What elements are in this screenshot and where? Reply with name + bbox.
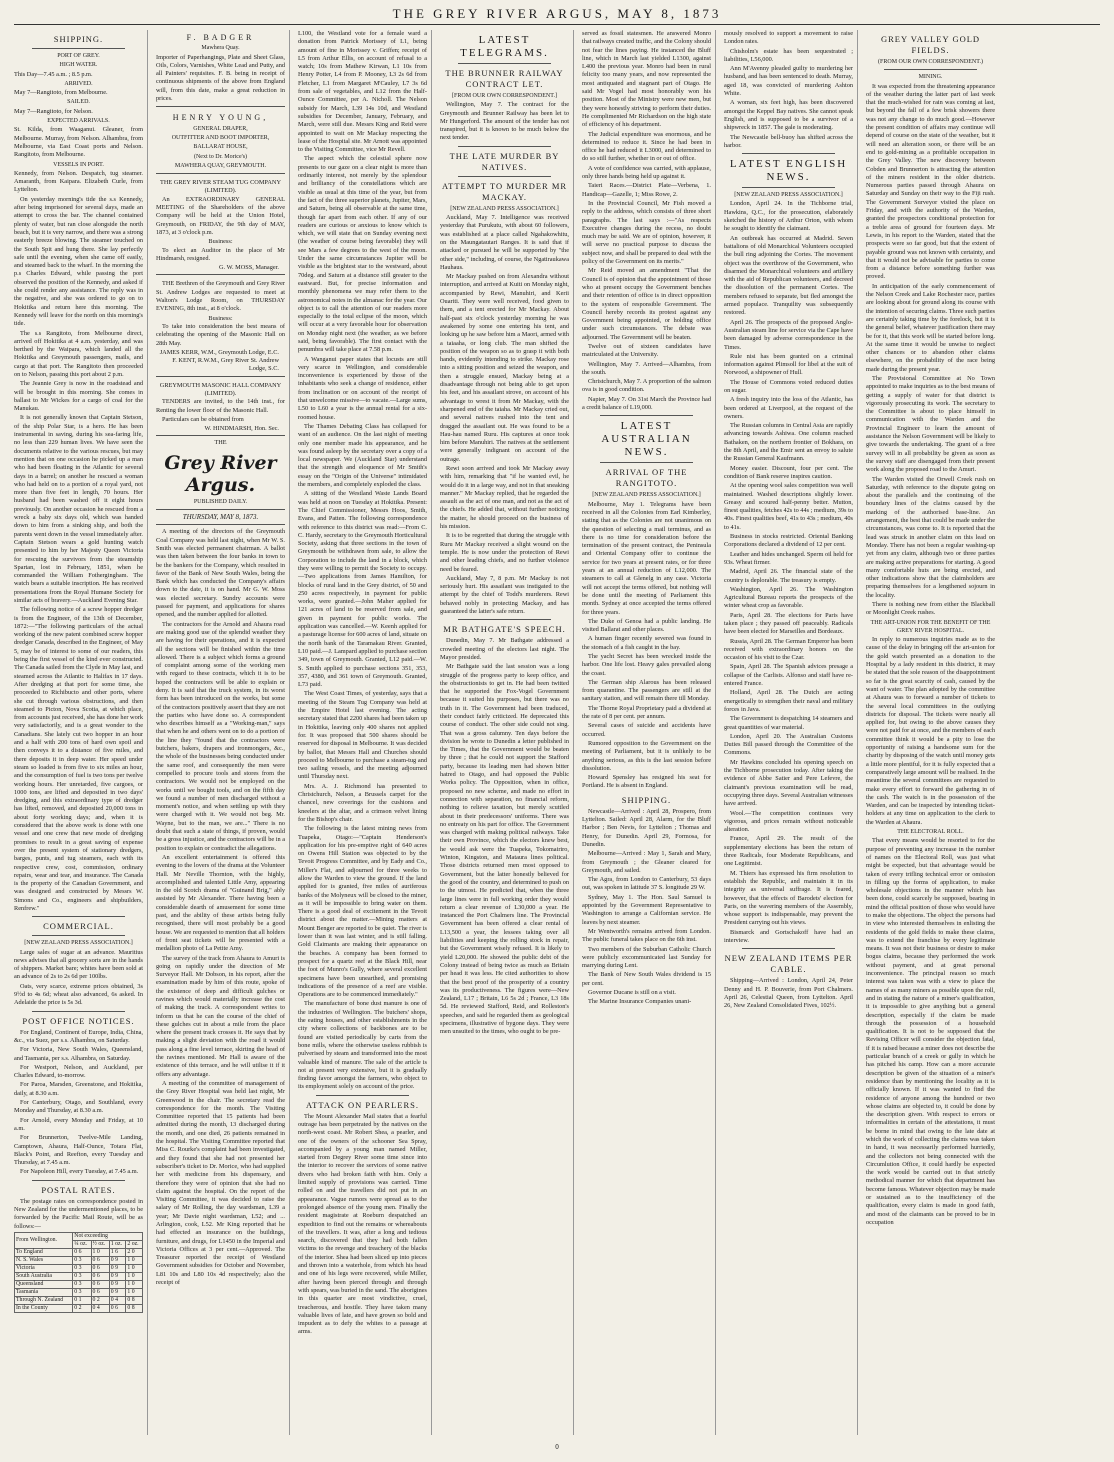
article-paragraph: Melbourne—Arrived : May 1, Sarah and Mary, from Greymouth ; the Gleaner cleared for Greymouth, and sailed. <box>582 850 711 874</box>
article-paragraph: The Thames Debating Class has collapsed for want of an audience. On the last night of meeting only one member made his appearance, and he was found asleep by the secretary over a copy of a local newspaper. We (Auckland Star) understand that the strength and eloquence of Mr Smith's essay on the "Origin of the Universe" intimidated the members, and completely exploded the class. <box>298 422 427 489</box>
article-paragraph: Several cases of suicide and accidents have occurred. <box>582 722 711 738</box>
article-paragraph: For Napoleon Hill, every Tuesday, at 7.45 a.m. <box>20 1168 139 1176</box>
article-paragraph: The Jeannie Grey is now in the roadstead and will be brought in this morning. She comes in ballast to Mr Wickes for a cargo of coal for the Manukau. <box>14 380 143 413</box>
article-paragraph: The Thorne Royal Proprietary paid a dividend at the rate of 8 per cent. per annum. <box>582 704 711 721</box>
article-paragraph: L100, the Westland vote for a female ward a donation from Patrick Morissey of L1, being amount of fine in Morissey v. Griffen; receipt of L5 from Arthur Ellis, on account of refusal to a watch; 10s from Mathew Kirwan, L1 10s from Henry Potter, L4 from P. Mooney, L3 2s 6d from Fletcher, L1 from Margaret M'Cauley, L7 3s 6d from sale of vegetables, and L12 from the Half-Ounce Committee, per A. Nicholl. The Nelson subsidy for March, L39 14s 10d, and Westland subsidies for December, January, February, and March, were still due. Messrs King and Reid were appointed to wait on Mr Mackay respecting the lease of the Hospital site. Mr Arnott was appointed to the Visiting Committee, vice Mr Revell. <box>298 30 427 154</box>
brunner-heading: THE BRUNNER RAILWAY CONTRACT LET. <box>445 68 564 89</box>
article-paragraph: London, April 24. In the Tichborne trial, Hawkins, Q.C., for the prosecution, elaborately sketched the history of Arthur Orton, with whom he sought to identify the claimant. <box>724 200 853 233</box>
electoral-roll-heading: THE ELECTORAL ROLL. <box>897 829 964 836</box>
article-paragraph: Mr Hawkins concluded his opening speech on the Tichborne prosecution today. After taking the evidence of Abbe Satier and Pere Lefevre, the claimant's previous examination will be read, occupying three days. Several Australian witnesses have arrived. <box>724 758 853 808</box>
article-paragraph: Wool.—The competition continues very vigorous, and prices remain without noticeable alteration. <box>724 809 853 834</box>
article-paragraph: Chisholm's estate has been sequestrated ; liabilities, L56,000. <box>724 47 853 63</box>
commercial-heading: COMMERCIAL. <box>43 921 114 932</box>
article-paragraph: Leather and hides unchanged. Sperm oil held for 93s. Wheat firmer. <box>724 550 853 566</box>
article-paragraph: A woman, six feet high, has been discovered amongst the Keppel Bay natives. She cannot speak English, and is supposed to be a survivor of a shipwreck in 1857. The gale is moderating. <box>724 99 853 132</box>
article-paragraph: It is not generally known that Captain Stetson, of the ship Polar Star, is a hero. He has been instrumental in saving, during his sea-faring life, no less than 229 human lives. We have seen the documents relative to the various rescues, but may mention that on one occasion he picked up a man who had been floating in the Atlantic for several days in a barrel; on another he rescued a woman who had held on to a portion of a royal yard, not more than five feet in length, 70 hours. Her husband had been washed off it eight hours previously. On another occasion he rescued from a wreck a baby six days old, which was handed down to him from a sinking ship, and both the parents went down in the vessel immediately after. Captain Stetson wears a gold hunting watch presented to him by her Majesty Queen Victoria for rescuing the survivors from the steamship Spartan, lost in February, 1851, when he commanded the William Fothergingham. The watch bears a suitable inscription. He has received presentations from the Royal Humane Society for similar acts of bravery.—Auckland Evening Star. <box>14 414 143 604</box>
article-paragraph: The Government is despatching 14 steamers and great quantities of war material. <box>724 715 853 731</box>
column-4: LATEST TELEGRAMS. THE BRUNNER RAILWAY CONTRACT LET. [FROM OUR OWN CORRESPONDENT.] Wellington, May 7. The contract for the Greymouth and Brunner Railway has been let to Mr Hungerford. The amount of the tender has not transpired, but it is known to be much below the next tender. THE LATE MURDER BY NATIVES. ATTEMPT TO MURDER MR MACKAY. [NEW ZEALAND PRESS ASSOCIATION.] Auckland, May 7. Intelligence was received yesterday that Purukutu, with about 60 followers, was established at a place called Ngahakowhitu, on the Maungatautari Ranges. It is said that if attacked or pursued he will be supported by "the other side," including, of course, the Ngatiraukawa Hauhaus. Mr Mackay pushed on from Alexandra without interruption, and arrived at Kuiti on Monday night, accompanied by Rewi, Manuhiri, and Kerii Ouariti. They were well received, food given to them, and a tent erected for Mr Mackay. About half-past six o'clock yesterday morning he was awakened by some one entering his tent, and looking up he saw before him a Maori, armed with a taiaaha, or long club. The man shifted the position of the weapon so as to grasp it with both hands, evidently intending to strike. Mackay rose into a sitting position and seized the weapon, and then a struggle ensued, Mackay being at a disadvantage through not being able to get upon his feet, and his assailant strove, on account of his advantage to wrest it from Mr Mackay, with the sharpened end of the taiaha. Mr Mackay cried out, and several natives rushed into the tent and dragged the assailant out. He was found to be a Hau-hau named Ruru. His captures at once took him before Manuhiri. The natives at the settlement were generally indignant on account of the outrage. Rewi soon arrived and took Mr Mackay away with him, remarking that "if he wanted evil, he would do it in a large way, and not in that sneaking manner." Mr Mackay replied, that he regarded the assault as the act of one man, and not as the act of the chiefs. He added that, without further noticing the matter, he should proceed on the business of his mission. It is to be regretted that during the struggle with Ruru Mr Mackay received a slight wound on the temple. He is now under the protection of Rewi and other leading chiefs, and no further violence need be feared. Auckland, May 7, 8 p.m. Mr Mackay is not seriously hurt. His assailant was instigated to the attempt by the chief of Todd's murderers. Rewi behaved nobly in protecting Mackay, and has guaranteed the latter's safe return. MR BATHGATE'S SPEECH. Dunedin, May 7. Mr Bathgate addressed a crowded meeting of the electors last night. The Mayor presided. Mr Bathgate said the last session was a long struggle of the progress party to keep office, and the obstructionists to get in. He had been twitted that he supported the Fox-Vogel Government because it suited his purposes, but there was no truth in it. The Government had been traduced, their conduct fairly criticized. He deprecated this course of conduct. The other side could not sing. That was a gross calumny. Ten days before the division he wrote to Dunedin a letter published in the Times, that the Government would be beaten by three ; that he could not support the Stafford party, because its leading men had shown bitter hatred to Otago, and had opposed the Public Works policy. The Opposition, when in office, proposed no new scheme, and made no effort in connection with separation, no financial reform, nothing to relieve taxation, but merely scuttled about in their predecessors' uniforms. There was no entreaty on his part for office. The Government was charged with making political railways. Take their own Province, which the electors knew best, he would ask were the Tuapeka, Tokomairiro, Winton, Kingston, and Mataura lines political. Those districts returned men most opposed to Government, but the latter honestly believed for the good of the country, and determined to push on to the utmost. He predicted that, when the three large lines were in full working order they would return a clear revenue of L30,000 a year. He instanced the Port Chalmers line. The Provincial Government has been offered a clear rental of L13,500 a year, the lessees taking over all liabilities and keeping the rolling stock in repair, but the Government wisely refused. It is likely to yield L20,000. He showed the public debt of the Colony instead of being twice as much as Britain per head it was less. He cited authorities to show that the best proof of the prosperity of a country was its productiveness. The figures were—New Zealand, L17 ; Britain, L6 5s 2d ; France, L3 18s 5d. He reviewed Stafford, Reid, and Rolleston's speeches, and said he regarded them as geological specimens, illustrative of bygone days. They were men unsuited to the times, who ought to be pre- <box>440 30 574 1435</box>
article-paragraph: Governor Ducane is still on a visit. <box>588 988 676 996</box>
article-paragraph: Rule nisi has been granted on a criminal information against Plimsoll for libel at the suit of Norwood, a shipowner of Hull. <box>724 352 853 377</box>
vessels-heading: VESSELS IN PORT. <box>53 161 104 168</box>
article-paragraph: In the Provincial Council, Mr Fish moved a reply to the address, which consists of three short paragraphs. The last says :—"As respects Executive changes during the recess, no doubt much may be said. We are of opinion, however, it will serve no practical purpose to discuss the subject now, and shall be prepared to deal with the policy of the Government on its merits." <box>582 199 711 266</box>
article-paragraph: Spain, April 28. The Spanish advices presage a collapse of the Carlists. Alfonso and staff have re-entered France. <box>724 663 853 688</box>
article-paragraph: The manufacture of bone dust manure is one of the industries of Wellington. The butchers' shops, the eating houses, and other establishments in the city where collections of backbones are to be found are visited periodically by carts from the bone mills, where the otherwise useless rubbish is pulverised by steam and transformed into the most valuable kind of manure. The sale of the article is not at present very extensive, but it is gradually finding favor amongst the farmers, who object to its employment solely on account of the price. <box>298 1000 427 1091</box>
article-paragraph: Oats, very scarce, extreme prices obtained, 3s 9½d to 4s 6d; wheat also advanced, 6s asked. In Adelaide the price is 5s 3d. <box>14 982 143 1007</box>
shipping-heading: SHIPPING. <box>53 34 104 44</box>
article-paragraph: Shipping—Arrived : London, April 24, Peter Denny and H. P. Bouverie, from Port Chalmers. April 26, Celestial Queen, from Lyttelton. April 26, New Zealand Consolidated Fives, 102½. <box>724 977 853 1010</box>
rates-col-header: ¼ oz. <box>73 1240 91 1248</box>
article-paragraph: On yesterday morning's tide the s.s Kennedy, after being imprisoned for several days, made an attempt to cross the bar. The channel contained plenty of water, but ran close alongside the north beach, but it is very narrow, and there was a strong easterly breeze blowing. The steamer touched on the South Spit and hung there. She lay perfectly safe until the evening, when she came off easily, and steamed back to the wharf. In the morning the p.s Charles Edward, while passing the port observed the position of the Kennedy, and asked if she could render any assistance. The reply was in the negative, and she was ordered to go on to Hokitika and return here this morning. The Kennedy will leave for the north on this morning's tide. <box>14 195 143 328</box>
article-paragraph: Howard Spensley has resigned his seat for Portland. He is absent in England. <box>582 774 711 790</box>
article-paragraph: Mr Mackay pushed on from Alexandra without interruption, and arrived at Kuiti on Monday night, accompanied by Rewi, Manuhiri, and Kerii Ouariti. They were well received, food given to them, and a tent erected for Mr Mackay. About half-past six o'clock yesterday morning he was awakened by some one entering his tent, and looking up he saw before him a Maori, armed with a taiaaha, or long club. The man shifted the position of the weapon so as to grasp it with both hands, evidently intending to strike. Mackay rose into a sitting position and seized the weapon, and then a struggle ensued, Mackay being at a disadvantage through not being able to get upon his feet, and his assailant strove, on account of his advantage to wrest it from Mr Mackay, with the sharpened end of the taiaha. Mr Mackay cried out, and several natives rushed into the tent and dragged the assailant out. He was found to be a Hau-hau named Ruru. His captures at once took him before Manuhiri. The natives at the settlement were generally indignant on account of the outrage. <box>440 273 569 463</box>
article-paragraph: Paris, April 28. The elections for Paris have taken place ; they passed off peaceably. Radicals have been elected for Marseilles and Bordeaux. <box>724 611 853 636</box>
rates-not-exceeding-header: Not exceeding <box>73 1232 143 1240</box>
table-row: In the County 0 2 0 4 0 6 0 8 <box>15 1304 143 1312</box>
english-news-heading: LATEST ENGLISH NEWS. <box>729 158 848 184</box>
article-paragraph: The Marine Insurance Companies unani- <box>588 998 692 1006</box>
article-paragraph: Rewi soon arrived and took Mr Mackay away with him, remarking that "if he wanted evil, he would do it in a large way, and not in that sneaking manner." Mr Mackay replied, that he regarded the assault as the act of one man, and not as the act of the chiefs. He added that, without further noticing the matter, he should proceed on the business of his mission. <box>440 464 569 531</box>
article-paragraph: Money easier. Discount, four per cent. The condition of Bank reserve inspires caution. <box>724 464 853 480</box>
article-paragraph: served as fossil statesmen. He answered Monro that railways created traffic, and the Colony should not fear the lines paying. He instanced the Bluff line, which in March last yielded L1300, against L400 the previous year. Monro had been in rural felicity too many years, and now represented the most antiquated and stagnant part of Otago. He said Mr Vogel had most honorably won his position. Most of the Ministry were new men, but they were honestly striving to perform their duties. He complimented Mr Richardson on the high state of efficiency of his department. <box>582 30 711 129</box>
port-heading: PORT OF GREY. <box>57 53 100 59</box>
column-7: GREY VALLEY GOLD FIELDS. (FROM OUR OWN CORRESPONDENT.) MINING. It was expected from the threatening appearance of the weather during the latter part of last week that the much-wished for rain was coming at last, but beyond the fall of a few brisk showers there was not any change to do much good.—However the present condition of affairs may continue will depend of course on the state of the weather, but it will need an alteration soon, or there will be an end to gold-mining as a profitable occupation in the Grey Valley. The new discovery between Cobden and Brunnerton is attracting the attention of the miners resident in the older districts. Numerous parties passed through Ahaura on Saturday and Sunday on their way to the Fiji rush. The Government Surveyor visited the place on Friday, and with the authority of the Warden, granted the prospectors conditional protection for a treble area of ground for fourteen days. Mr Lewis, in his report to the Warden, stated that the prospects were so far good, but that the extent of payable ground was not known with certainty, and that it would not be advisable for parties to come from a distance before something further was proved. In anticipation of the early commencement of the Nelson Creek and Lake Rochester race, parties are looking about for ground along its course with the intention of securing claims. Three such parties are certainly taking time by the forelock, but it is the general belief, whatever justification there may be for it, that this work will be started before long. At the same time it would be unwise to neglect other chances or to abandon other claims elsewhere, on the probability of the race being made during the present year. The Provisional Committee at No Town appointed to make inquiries as to the best means of getting a supply of water for that district is vigorously prosecuting its work. The secretary to the Committee is about to place himself in communication with the Warden and the Provincial Engineer to learn the amount of assistance the Nelson Government will be likely to give towards the undertaking. The grant of a free survey will in all probability be given as soon as the survey staff are disengaged from their present work along the proposed road to the Amuri. The Warden visited the Orwell Creek rush on Saturday, with reference to the dispute going on about the parallels and the continuing of the boundary lines of the claims caused by the marking of the authorised base-line. An arrangement, the best that could be made under the circumstances, was come to. It is reported that the lead was struck in another claim on this lead on Monday. There has not been a regular washing-up yet from any claim, although two or three parties are making active preparations for starting. A good many comfortable huts are being erected, and other indications show that the claimholders are preparing themselves for a lengthened sojourn in the locality. There is nothing new from either the Blackball or Moonlight Creek rushes. THE ART-UNION FOR THE BENEFIT OF THE GREY RIVER HOSPITAL. In reply to numerous inquiries made as to the cause of the delay in bringing off the art-union for the gold watch presented as a donation to the Hospital by a lady resident in this district, it may be stated that the sole reason of the disappointment so far is the great scarcity of cash, caused by the want of water. The plan adopted by the committee at Ahaura was to forward a number of tickets to the several local committees in the outlying districts for disposal. The tickets were nearly all applied for, but owing to the above causes they were not paid for at once, and the members of each committee think it would be a pity to lose the opportunity of raising a handsome sum for the charity by disposing of the watch until money gets a little more plentiful, for it is fully expected that a comparatively large amount will be realised. In the meantime the several committees are requested to make every effort to forward the gathering in of the cash. The watch is in the possession of the Warden, and can be inspected by intending ticket-holders at any time on application to the clerk to the Warden at Ahaura. THE ELECTORAL ROLL. That every means would be resorted to for the purpose of preventing any increase in the number of names on the Electoral Roll, was just what might be expected, but that advantage would be taken of every trifling technical error or omission in filling up the forms of application, to make wholesale objections in the manner which has been done, could scarcely be supposed, bearing in mind the official position of those who would have to make the objections. The object the persons had in view who interested themselves in enlisting the residents of the gold fields to make these claims, was to extend the franchise by every legitimate means. It was not their business or desire to make bogus claims, because they performed the work without payment, and at great personal inconvenience. The principal reason so much interest was taken was with a view to place the names of as many miners as possible upon the roll, and in stating the nature of a miner's qualification, it is impossible to give anything but a general description, especially if the claim be made through the possession of a household qualification. It is not to be supposed that the Revising Officer will consider the objection fatal, if it is raised because a miner does not describe the particular branch of a creek or gully in which he has pitched his camp. How can a more accurate description be given of the situation of a miner's residence than by mentioning the locality as it is officially known. If it was wanted to find the residence of anyone among the hundred or two whose claims are objected to, it could be done by the description given. With respect to errors or informalities in certain of the attestations, it must be borne in mind that owing to the late date at which the work of collecting the claims was taken in hand, it was necessarily performed hurriedly, and the collectors not being connected with the Circumlution Office, it could hardly be expected the work would be carried out in that strictly methodical manner for which that department has become famous. Whatever objection may be made or sustained as to the insufficiency of the qualification, every claim is made in good faith, and most of the claimants can be proved to be in occupation <box>866 34 995 1226</box>
rangitoto-heading: ARRIVAL OF THE RANGITOTO. <box>605 467 688 489</box>
article-paragraph: In reply to numerous inquiries made as to the cause of the delay in bringing off the art-union for the gold watch presented as a donation to the Hospital by a lady resident in this district, it may be stated that the sole reason of the disappointment so far is the great scarcity of cash, caused by the want of water. The plan adopted by the committee at Ahaura was to forward a number of tickets to the several local committees in the outlying districts for disposal. The tickets were nearly all applied for, but owing to the above causes they were not paid for at once, and the members of each committee think it would be a pity to lose the opportunity of raising a handsome sum for the charity by disposing of the watch until money gets a little more plentiful, for it is fully expected that a comparatively large amount will be realised. In the meantime the several committees are requested to make every effort to forward the gathering in of the cash. The watch is in the possession of the Warden, and can be inspected by intending ticket-holders at any time on application to the clerk to the Warden at Ahaura. <box>866 636 995 826</box>
article-paragraph: Mrs. A. J. Richmond has presented to Christchurch, Nelson, a Brussels carpet for the chancel, new coverings for the cushions and kneelers at the altar, and a crimson velvet lining for the Bishop's chair. <box>298 782 427 823</box>
article-paragraph: Christchurch, May 7. A proportion of the salmon ova is in good condition. <box>582 378 711 394</box>
article-paragraph: Sydney, May 1. The Hon. Saul Samuel is appointed by the Government Representative to Washington to arrange a Californian service. He leaves by next steamer. <box>582 893 711 926</box>
vessels-text: Kennedy, from Nelson. Despatch, tug steamer. Amaranth, from Kaipara. Elizabeth Curle, from Lyttelton. <box>14 169 143 194</box>
australian-news-heading: LATEST AUSTRALIAN NEWS. <box>601 420 692 459</box>
article-paragraph: A vote of confidence was carried, with applause, only three hands being held up against it. <box>582 164 711 181</box>
advertisement-badger: F. BADGER Mawhera Quay. Importer of Paperhangings, Plate and Sheet Glass, Oils, Colors, Varnishes, White Lead and Putty, and all Painters' requisites. F. B. being in receipt of continuous shipments of the above from England will, from this date, make a great reduction in prices. <box>156 30 285 107</box>
article-paragraph: April 26. The prospects of the proposed Anglo-Australian steam line for service via the Cape have been damaged by adverse correspondence in the Times. <box>724 318 853 351</box>
paper-date: THURSDAY, MAY 8, 1873. <box>182 513 259 522</box>
article-paragraph: Newcastle—Arrived : April 28, Prospero, from Lyttelton. Sailed: April 28, Alarm, for the Bluff Harbor ; Ben Nevis, for Lyttelton ; Thomas and Henry, for Dunedin. April 29, Formosa, for Dunedin. <box>582 807 711 848</box>
mining-heading: MINING. <box>918 74 943 81</box>
article-paragraph: In anticipation of the early commencement of the Nelson Creek and Lake Rochester race, parties are looking about for ground along its course with the intention of securing claims. Three such parties are certainly taking time by the forelock, but it is the general belief, whatever justification there may be for it, that this work will be started before long. At the same time it would be unwise to neglect other chances or to abandon other claims elsewhere, on the probability of the race being made during the present year. <box>866 282 995 373</box>
table-row: Victoria 0 3 0 6 0 9 1 0 <box>15 1264 143 1272</box>
arrived-heading: ARRIVED. <box>64 80 93 87</box>
table-row: N. S. Wales 0 3 0 6 0 9 1 0 <box>15 1256 143 1264</box>
article-paragraph: Auckland, May 7. Intelligence was received yesterday that Purukutu, with about 60 followers, was established at a place called Ngahakowhitu, on the Maungatautari Ranges. It is said that if attacked or pursued he will be supported by "the other side," including, of course, the Ngatiraukawa Hauhaus. <box>440 214 569 271</box>
article-paragraph: For Victoria, New South Wales, Queensland, and Tasmania, per s.s. Alhambra, on Saturday. <box>14 1046 143 1062</box>
rates-col-header: ½ oz. <box>91 1240 109 1248</box>
table-row: To England 0 6 1 0 1 6 2 0 <box>15 1248 143 1256</box>
article-paragraph: A meeting of the directors of the Greymouth Coal Company was held last night, when Mr W. S. Smith was elected permanent chairman. A ballot was then taken between the four banks in town to be the bankers for the Company, which resulted in favor of the Bank of New South Wales, being the Bank which has conducted the Company's affairs down to the date, it is on hand. Mr G. W. Moss was elected secretary. Sundry accounts were passed for payment, and applications for shares opened, and the number applied for allotted. <box>156 528 285 619</box>
table-row: South Australia 0 3 0 6 0 9 1 0 <box>15 1272 143 1280</box>
ad-title: HENRY YOUNG, <box>172 113 269 123</box>
article-paragraph: That every means would be resorted to for the purpose of preventing any increase in the number of names on the Electoral Roll, was just what might be expected, but that advantage would be taken of every trifling technical error or omission in filling up the forms of application, to make wholesale objections in the manner which has been done, could scarcely be supposed, bearing in mind the official position of those who would have to make the objections. The object the persons had in view who interested themselves in enlisting the residents of the gold fields to make these claims, was to extend the franchise by every legitimate means. It was not their business or desire to make bogus claims, because they performed the work without payment, and at great personal inconvenience. The principal reason so much interest was taken was with a view to place the names of as many miners as possible upon the roll, and in stating the nature of a miner's qualification, it is impossible to give anything but a general description, especially if the claim be made through the possession of a household qualification. It is not to be supposed that the Revising Officer will consider the objection fatal, if it is raised because a miner does not describe the particular branch of a creek or gully in which he has pitched his camp. How can a more accurate description be given of the situation of a miner's residence than by mentioning the locality as it is officially known. If it was wanted to find the residence of anyone among the hundred or two whose claims are objected to, it could be done by the description given. With respect to errors or informalities in certain of the attestations, it must be borne in mind that owing to the late date at which the work of collecting the claims was taken in hand, it was necessarily performed hurriedly, and the collectors not being connected with the Circumlution Office, it could hardly be expected the work would be carried out in that strictly methodical manner for which that department has become famous. Whatever objection may be made or sustained as to the insufficiency of the qualification, every claim is made in good faith, and most of the claimants can be proved to be in occupation <box>866 837 995 1226</box>
article-paragraph: The House of Commons voted reduced duties on sugar. <box>724 378 853 394</box>
column-5: served as fossil statesmen. He answered Monro that railways created traffic, and the Colony should not fear the lines paying. He instanced the Bluff line, which in March last yielded L1300, against L400 the previous year. Monro had been in rural felicity too many years, and now represented the most antiquated and stagnant part of Otago. He said Mr Vogel had most honorably won his position. Most of the Ministry were new men, but they were honestly striving to perform their duties. He complimented Mr Richardson on the high state of efficiency of his department. The Judicial expenditure was enormous, and he determined to reduce it. Since he had been in office he had reduced it L3000, and determined to do so still further, whether in or out of office. A vote of confidence was carried, with applause, only three hands being held up against it. Taieri Races.—District Plate—Verbena, 1. Handicap—Gazelle, 1; Miss Rowe, 2. In the Provincial Council, Mr Fish moved a reply to the address, which consists of three short paragraphs. The last says :—"As respects Executive changes during the recess, no doubt much may be said. We are of opinion, however, it will serve no practical purpose to discuss the subject now, and shall be prepared to deal with the policy of the Government on its merits." Mr Reid moved an amendment "That the Council is of opinion that the appointment of those who at present occupy the Government benches and their retention of office is in direct opposition to the system of responsible Government. The Council hereby records its protest against any Government being appointed, or holding office under such circumstances. The debate was adjourned. The Government will be beaten. Twelve out of sixteen candidates have matriculated at the University. Wellington, May 7. Arrived—Alhambra, from the south. Christchurch, May 7. A proportion of the salmon ova is in good condition. Napier, May 7. On 31st March the Province had a credit balance of L19,000. LATEST AUSTRALIAN NEWS. ARRIVAL OF THE RANGITOTO. [NEW ZEALAND PRESS ASSOCIATION.] Melbourne, May 1. Telegrams have been received in all the Colonies from Earl Kimberley, stating that as the Colonies are not unanimous on the question of selecting a mail terminus, and as there is no time for consideration before the termination of the present contract, the Peninsula and Oriental Company offer to continue the service for two years at present rates, or for three years at an annual reduction of L12,000. The steamers to call at Glenelg in any case. Victoria will not accept the terms offered, but nothing will be done until the meeting of Parliament this month. Sydney at once accepted the terms offered for three years. The Duke of Genoa had a public landing. He visited Ballarat and other places. A human finger recently severed was found in the stomach of a fish caught in the bay. The yacht Secret has been wrecked inside the harbor. One life lost. Heavy gales prevailed along the coast. The German ship Alarous has been released from quarantine. The passengers are still at the sanitary station, and will remain there till Monday. The Thorne Royal Proprietary paid a dividend at the rate of 8 per cent. per annum. Several cases of suicide and accidents have occurred. Rumored opposition to the Government on the meeting of Parliament, but it is unlikely to be anything serious, as this is the last session before dissolution. Howard Spensley has resigned his seat for Portland. He is absent in England. SHIPPING. Newcastle—Arrived : April 28, Prospero, from Lyttelton. Sailed: April 28, Alarm, for the Bluff Harbor ; Ben Nevis, for Lyttelton ; Thomas and Henry, for Dunedin. April 29, Formosa, for Dunedin. Melbourne—Arrived : May 1, Sarah and Mary, from Greymouth ; the Gleaner cleared for Greymouth, and sailed. The Agra, from London to Canterbury, 53 days out, was spoken in latitude 37 S. longitude 29 W. Sydney, May 1. The Hon. Saul Samuel is appointed by the Government Representative to Washington to arrange a Californian service. He leaves by next steamer. Mr Wentworth's remains arrived from London. The public funeral takes place on the 6th inst. Two members of the Suburban Catholic Church were publicly excommunicated last Sunday for marrying during Lent. The Bank of New South Wales dividend is 15 per cent. Governor Ducane is still on a visit. The Marine Insurance Companies unani- <box>582 30 716 1435</box>
column-2 <box>156 30 290 1435</box>
article-paragraph: The Duke of Genoa had a public landing. He visited Ballarat and other places. <box>582 617 711 634</box>
pearlers-heading: ATTACK ON PEARLERS. <box>305 1099 419 1110</box>
article-paragraph: It was expected from the threatening appearance of the weather during the latter part of last week that the much-wished for rain was coming at last, but beyond the fall of a few brisk showers there was not any change to do much good.—However the present condition of affairs may continue will depend of course on the state of the weather, but it will need an alteration soon, or there will be an end to gold-mining as a profitable occupation in the Grey Valley. The new discovery between Cobden and Brunnerton is attracting the attention of the miners resident in the older districts. Numerous parties passed through Ahaura on Saturday and Sunday on their way to the Fiji rush. The Government Surveyor visited the place on Friday, and with the authority of the Warden, granted the prospectors conditional protection for a treble area of ground for fourteen days. Mr Lewis, in his report to the Warden, stated that the prospects were so far good, but that the extent of payable ground was not known with certainty, and that it would not be advisable for parties to come from a distance before something further was proved. <box>866 82 995 281</box>
column-1 <box>14 30 148 1435</box>
article-paragraph: The following notice of a screw hopper dredger is from the Engineer, of the 13th of December, 1872:—"The following particulars of the actual working of the new patent combined screw hopper dredger Canada, described in the Engineer, of May 5, may be of interest to some of our readers, this being the first vessel of the kind ever constructed. The Canada sailed from the Clyde in May last, and steamed across the Atlantic to Halifax in 17 days. After dredging at that port for some time, she proceeded to Richibucto and other ports, where she cut through various obstructions, and then steamed to Picton, Nova Scotia, at which place, from accounts just received, she has done her work very satisfactorily, and is a great wonder to the Canadians. She lately cut two hopper in an hour and a half with 200 tons of hard own spoil and then conveys it to a distance of five miles, and there deposits it in deep water. Her speed under steam so loaded is from five to six miles an hour, and the consumption of fuel is two tons per twelve working hours. Her unretarded, five cargoes, or 1000 tons, are lifted and deposited in two days' dredging, and this extraordinary type of dredger has lifted, removed, and deposited 20,000 tons in about forty working days; and, when it is considered that the above work is done with one vessel and one crew that new mode of dredging promises to result in a great saving of expense over the present system of stationary dredgers, barges, punts, and tug steamers, each with its respective crew, cost, commission, ordinary repairs, wear and tear, and insurance. The Canada is the property of the Canadian Government, and was designed and constructed by Messrs W. Simons and Co., engineers and shipbuilders, Renfrew." <box>14 606 143 912</box>
murder-heading: THE LATE MURDER BY NATIVES. <box>449 150 560 172</box>
article-paragraph: The s.s Rangitoto, from Melbourne direct, arrived off Hokitika at 4 a.m. yesterday, and was berthed by the Waipara, which landed all the Hokitika and Greymouth passengers, mails, and cargo at that port. The Rangitoto then proceeded on to Nelson, passing this port about 2 p.m. <box>14 329 143 378</box>
article-paragraph: Wellington, May 7. Arrived—Alhambra, from the south. <box>582 360 711 376</box>
press-association-label: [NEW ZEALAND PRESS ASSOCIATION.] <box>24 940 133 947</box>
gold-fields-heading: GREY VALLEY GOLD FIELDS. <box>880 34 981 55</box>
advertisement-masonic-hall: GREYMOUTH MASONIC HALL COMPANY (LIMITED). TENDERS are invited, to the 14th inst., for Renting the lower floor of the Masonic Hall. Particulars can be obtained from W. HINDMARSH, Hon. Sec. <box>156 380 285 437</box>
article-paragraph: A Wanganui paper states that locusts are still very scarce in Wellington, and considerable inconvenience is experienced by those of the inhabitants who seek a change of residence, either from inclination or on account of the receipt of that unwelcome missive—to vacate.—Large sums, L50 to L60 a year is the annual rental for a six-roomed house. <box>298 355 427 421</box>
article-paragraph: The postage rates on correspondence posted in New Zealand for the undermentioned places, to be forwarded by the Pacific Mail Route, will be as follows:— <box>14 1197 143 1230</box>
article-paragraph: For England, Continent of Europe, India, China, &c., via Suez, per s.s. Alhambra, on Saturday. <box>14 1028 143 1044</box>
article-paragraph: Large sales of sugar at an advance. Mauritius news advises that all grocery sorts are in the hands of shippers. Market bare; whites have been sold at an advance of 2s to 2s 6d per 100lbs. <box>14 948 143 981</box>
table-row: Through N. Zealand 0 1 0 2 0 4 0 8 <box>15 1296 143 1304</box>
rates-col-header: 2 oz. <box>126 1240 143 1248</box>
article-paragraph: The Agra, from London to Canterbury, 53 days out, was spoken in latitude 37 S. longitude 29 W. <box>582 876 711 892</box>
paper-title: Grey River Argus. <box>164 451 277 496</box>
expected-heading: EXPECTED ARRIVALS. <box>47 118 110 125</box>
arrived-text: May 7—Rangitoto, from Melbourne. <box>14 89 108 97</box>
article-paragraph: The following is the latest mining news from Tuapeka, Otago:—"Captain Henderson's application for his pre-emptive right of 640 acres on Owens Hill Station was objected to by the Tevoit Progress Committee, and by Eady and Co., Miller's Flat, and adjourned for three weeks to allow the Warden to view the ground. If the land applied for is granted, five miles of auriferous banks of the Molyneux will be closed to the miner, as it will be impossible to bring water on them. There is a good deal of excitement in the Tevoit district about the matter.—Mining matters at Mount Benger are reported to be quiet. The river is lower than it was last winter, and is still falling. Gold Claimants are making their appearance on the beaches. A company has been formed to prospect for a quartz reef at the Black Hill, near the foot of Munro's Gully, where several excellent specimens have been unearthed, and promising indications of the presence of a reef are visible. Operations are to be commenced immediately." <box>298 825 427 999</box>
postal-rates-heading: POSTAL RATES. <box>41 1184 116 1195</box>
article-paragraph: A sitting of the Westland Waste Lands Board was held at noon on Tuesday at Hokitika. Present: The Chief Commissioner, Messrs Hoos, Smith, Evans, and Patten. The following correspondence with reference to this district was read:—From C. C. Hardy, secretary to the Greymouth Horticultural Society, asking that three sections in the town of Greymouth be withdrawn from sale, to allow the Corporation to include the land in a block, which they were willing to permit the Society to occupy.—Two applications from James Hamilton, for blocks of rural land in the Grey district, of 50 and 250 acres respectively, in payment for public works, were granted.—John Maher applied for 121 acres of land to be reserved from sale, and given in payment for public works. The application was cancelled.—W. Keenh applied for a pasturage license for 600 acres of land, situate on the north bank of the Taramakau River. Granted, L10 paid.—J. Lampard applied to purchase section 349, town of Greymouth. Granted, L12 paid.—W. S. Smith applied to purchase sections 351, 353, 357, 4380, and 361 town of Greymouth. Granted, L73 paid. <box>298 490 427 689</box>
article-paragraph: Holland, April 28. The Dutch are acting energetically to strengthen their naval and military forces in Java. <box>724 689 853 713</box>
article-paragraph: Taieri Races.—District Plate—Verbena, 1. Handicap—Gazelle, 1; Miss Rowe, 2. <box>582 182 711 198</box>
expected-text: St. Kilda, from Waaganui. Gleaner, from Melbourne. Murray, from Nelson. Alhambra, from Melbourne, via East Coast ports and Nelson. Rangitoto, from Melbourne. <box>14 126 143 159</box>
article-paragraph: The Provisional Committee at No Town appointed to make inquiries as to the best means of getting a supply of water for that district is vigorously prosecuting its work. The secretary to the Committee is about to place himself in communication with the Warden and the Provincial Engineer to learn the amount of assistance the Nelson Government will be likely to give towards the undertaking. The grant of a free survey will in all probability be given as soon as the survey staff are disengaged from their present work along the proposed road to the Amuri. <box>866 374 995 474</box>
article-paragraph: Washington, April 26. The Washington Agricultural Bureau reports the prospects of the winter wheat crop as favorable. <box>724 585 853 610</box>
article-paragraph: The West Coast Times, of yesterday, says that a meeting of the Steam Tug Company was held at the Empire Hotel last evening. The acting secretary stated that 2200 shares had been taken up in Hokitika, leaving only 400 shares not applied for. It was proposed that 500 shares should be reserved for disposal in Melbourne. It was decided by ballot, that Messrs Hall and Churches should proceed to Melbourne to purchase a steam-tug and two sailing vessels, and the meeting adjourned until Thursday next. <box>298 690 427 781</box>
article-paragraph: London, April 20. The Australian Customs Duties Bill passed through the Committee of the Commons. <box>724 732 853 757</box>
article-paragraph: For Paroa, Marsden, Greenstone, and Hokitika, daily, at 8.30 a.m. <box>14 1081 143 1097</box>
sailed-text: May 7—Rangitoto, for Nelson. <box>14 107 93 115</box>
page-number: 0 <box>555 1444 559 1451</box>
table-row: Queensland 0 3 0 6 0 9 1 0 <box>15 1280 143 1288</box>
table-row: Tasmania 0 3 0 6 0 9 1 0 <box>15 1288 143 1296</box>
article-paragraph: The contractors for the Arnold and Ahaura road are making good use of the splendid weather they are having for their operations, and it is expected all the sections will be finished within the time allowed. There is a subject which forms a ground of complaint among some of the working men with regard to these contracts, which it is to be hoped the contractors will be able to explain or deny. It is said that the truck system, in its worst form has been introduced on the works, but some of the contractors positively assert that they are not the parties who have done so. A correspondent who describes himself as a "Working-man," says that when he and others went on to do a portion of the line they "found that the contractors were butchers, bakers, drapers and ironmongers, &c., the whole of the businesses being conducted under the same roof, and consequently the men were compelled to procure tools and stores from the contractors. We would not be employed on the works until we bought tools, and on the fifth day we found a number of men discharged without a moment's notice, and when settling up with they were charged with it. We would not beg. Mr. Wayne, but to the man, we are..." There is no doubt that such a state of things, if proven, would be a gross injustice, and the contractors will be in a position to explain or contradict the allegations. <box>156 620 285 852</box>
article-paragraph: At the opening wool sales competition was well maintained. Washed descriptions slightly lower. Greasy and scoured half-penny better. Mutton, finest qualities, fetches 42s to 44s ; medium, 39s to 40s. Finest qualities beef, 41s to 43s ; medium, 40s to 41s. <box>724 482 853 531</box>
advertisement-lodge-meeting: THE Brethren of the Greymouth and Grey River St. Andrew Lodges are requested to meet at Walton's Lodge Room, on THURSDAY EVENING, 8th inst., at 8 o'clock. Business: To take into consideration the best means of celebrating the opening of the Masonic Hall on 28th May. JAMES KERR, W.M., Greymouth Lodge, E.C. F. KENT, R.W.M., Grey River St. Andrew Lodge, S.C. <box>156 278 285 376</box>
article-paragraph: Napier, May 7. On 31st March the Province had a credit balance of L19,000. <box>582 395 711 412</box>
latest-telegrams-heading: LATEST TELEGRAMS. <box>460 34 549 59</box>
article-paragraph: Auckland, May 7, 8 p.m. Mr Mackay is not seriously hurt. His assailant was instigated to the attempt by the chief of Todd's murderers. Rewi behaved nobly in protecting Mackay, and has guaranteed the latter's safe return. <box>440 574 569 616</box>
high-water-heading: HIGH WATER. <box>59 62 98 69</box>
high-water-text: This Day—7.45 a.m. ; 8.5 p.m. <box>14 70 93 78</box>
article-paragraph: There is nothing new from either the Blackball or Moonlight Creek rushes. <box>866 601 995 617</box>
article-paragraph: The German ship Alarous has been released from quarantine. The passengers are still at the sanitary station, and will remain there till Monday. <box>582 678 711 703</box>
article-paragraph: Wellington, May 7. The contract for the Greymouth and Brunner Railway has been let to Mr Hungerford. The amount of the tender has not transpired, but it is known to be much below the next tender. <box>440 101 569 142</box>
column-6: mously resolved to support a movement to raise London rates. Chisholm's estate has been sequestrated ; liabilities, L56,000. Ann M'Avenny pleaded guilty to murdering her husband, and has been sentenced to death. Murray, aged 18, was convicted of murdering Ashton White. A woman, six feet high, has been discovered amongst the Keppel Bay natives. She cannot speak English, and is supposed to be a survivor of a shipwreck in 1857. The gale is moderating. The Newcastle bell-buoy has shifted across the harbor. LATEST ENGLISH NEWS. [NEW ZEALAND PRESS ASSOCIATION.] London, April 24. In the Tichborne trial, Hawkins, Q.C., for the prosecution, elaborately sketched the history of Arthur Orton, with whom he sought to identify the claimant. An outbreak has occurred at Madrid. Seven battalions of old Monarchical Volunteers occupied the bull ring adjoining the Cortes. The movement object was the overthrow of the Government, who disarmed the Monarchical volunteers and artillery with the aid of Republican volunteers, and decreed the dissolution of the permanent Cortes. The members refused to separate, but fled amongst the armed populace. Tranquility was subsequently restored. April 26. The prospects of the proposed Anglo-Australian steam line for service via the Cape have been damaged by adverse correspondence in the Times. Rule nisi has been granted on a criminal information against Plimsoll for libel at the suit of Norwood, a shipowner of Hull. The House of Commons voted reduced duties on sugar. A fresh inquiry into the loss of the Atlantic, has been ordered at Liverpool, at the request of the owners. The Russian columns in Central Asia are rapidly advancing towards Ashiwa. One column reached Bathaken, on the northern frontier of Bokhara, on the 8th April, and the Emir sent an envoy to salute the Russian General Kaufmann. Money easier. Discount, four per cent. The condition of Bank reserve inspires caution. At the opening wool sales competition was well maintained. Washed descriptions slightly lower. Greasy and scoured half-penny better. Mutton, finest qualities, fetches 42s to 44s ; medium, 39s to 40s. Finest qualities beef, 41s to 43s ; medium, 40s to 41s. Business in stocks restricted. Oriental Banking Corporations declared a dividend of 12 per cent. Leather and hides unchanged. Sperm oil held for 93s. Wheat firmer. Madrid, April 26. The financial state of the country is deplorable. The treasury is empty. Washington, April 26. The Washington Agricultural Bureau reports the prospects of the winter wheat crop as favorable. Paris, April 28. The elections for Paris have taken place ; they passed off peaceably. Radicals have been elected for Marseilles and Bordeaux. Russia, April 28. The German Emperor has been received with extraordinary honors on the occasion of his visit to the Czar. Spain, April 28. The Spanish advices presage a collapse of the Carlists. Alfonso and staff have re-entered France. Holland, April 28. The Dutch are acting energetically to strengthen their naval and military forces in Java. The Government is despatching 14 steamers and great quantities of war material. London, April 20. The Australian Customs Duties Bill passed through the Committee of the Commons. Mr Hawkins concluded his opening speech on the Tichborne prosecution today. After taking the evidence of Abbe Satier and Pere Lefevre, the claimant's previous examination will be read, occupying three days. Several Australian witnesses have arrived. Wool.—The competition continues very vigorous, and prices remain without noticeable alteration. France, April 29. The result of the supplementary elections has been the return of three Radicals, four Moderate Republicans, and one Legitimist. M. Thiers has expressed his firm resolution to establish the Republic, and maintain it in its integrity as universal suffrage. It is feared, however, that the effects of Barodets' election for Paris, on the wavering members of the Assembly, whose support is indispensable, may prevent the President carrying out his views. Bismarck and Gortschakoff have had an interview. NEW ZEALAND ITEMS PER CABLE. Shipping—Arrived : London, April 24, Peter Denny and H. P. Bouverie, from Port Chalmers. April 26, Celestial Queen, from Lyttelton. April 26, New Zealand Consolidated Fives, 102½. <box>724 30 858 1435</box>
advertisement-henry-young: HENRY YOUNG, GENERAL DRAPER, OUTFITTER AND BOOT IMPORTER, BALLARAT HOUSE, (Next to Dr. Morice's) MAWHERA QUAY, GREYMOUTH. <box>156 110 285 174</box>
article-paragraph: Russia, April 28. The German Emperor has been received with extraordinary honors on the occasion of his visit to the Czar. <box>724 637 853 662</box>
article-paragraph: An excellent entertainment is offered this evening to the lovers of the drama at the Volunteer Hall. Mr Neville Thornton, with the highly, accomplished and talented Little Amy, appearing in the old Scotch drama of "Guinand Brig," ably assisted by Mr Alexander. There having been a considerable dearth of amusement for some time past, and the ability of these artists being fully recognised, there will most probably be a good house. We are requested to mention that all holders of front seat tickets will be presented with a medallion photo of La Petite Amy. <box>156 853 285 953</box>
paper-the: THE <box>214 439 227 447</box>
article-paragraph: The yacht Secret has been wrecked inside the harbor. One life lost. Heavy gales prevailed along the coast. <box>582 653 711 677</box>
article-paragraph: The Mount Alexander Mail states that a fearful outrage has been perpetrated by the natives on the north-west coast. Mr Robert Shea, a pearler, and one of the owners of the schooner Sea Spray, accompanied by a young man named Miller, started from Degrey River some time since into the interior to recover the services of some native divers who had broken faith with him. Only a limited supply of provisions was carried. Time rolled on and the travellers did not put in an appearance. Vague rumors were spread as to the prolonged absence of the young men. Finally the resident magistrate at Roeburn despatched an expedition to find out the remains or whereabouts of the travellers. It was, after a long and tedious search, discovered that they had both fallen victims to the revenge and treachery of the blacks of the interior. Shea had been sliced up into pieces and thrown into a waterhole, from which his head and one of his legs were recovered, while Miller, after having been pierced through and through with spears, was buried in the sand. The aborigines in this quarter are most vindictive, cruel, treacherous, and hostile. They have taken many valuable lives of late, and have grown so bold and impudent as to defy the whites to a passage at arms. <box>298 1112 427 1336</box>
shipping-subheading: SHIPPING. <box>621 794 672 805</box>
post-office-heading: POST OFFICE NOTICES. <box>22 1015 135 1026</box>
article-paragraph: For Brunnerton, Twelve-Mile Landing, Camptown, Ahaura, Half-Ounce, Totara Flat, Black's Point, and Reefton, every Tuesday and Thursday, at 7.45 a.m. <box>14 1134 143 1167</box>
postal-rates-table <box>14 1232 143 1313</box>
rates-col-header: 1 oz. <box>109 1240 126 1248</box>
art-union-heading: THE ART-UNION FOR THE BENEFIT OF THE GREY RIVER HOSPITAL. <box>870 619 991 634</box>
article-paragraph: A meeting of the committee of management of the Grey River Hospital was held last night, Mr Greenwood in the chair. The secretary read the correspondence for the month. The Visiting Committee reported that 15 patients had been admitted during the month, 13 discharged during the month, and one died, 26 patients remained in the hospital. The Visiting Committee reported that Miss C. Rourke's complaint had been investigated, and they found that she had not presented her subscriber's ticket to Dr. Morice, who had supplied her with medicine from his dispensary, and therefore they were of opinion that she had no claim against the hospital. On the report of the Visiting Committee, it was decided to raise the salary of Mr Rolling, the day wardsman, L39 a year; Mr Davie night wardsman, L52; and ... Arlington, cook, L52. Mr King reported that he had effected an insurance on the buildings, furniture, and drugs, for L1450 in the Imperial and Victoria Offices at 3 per cent.—Approved. The Treasurer reported the receipt of Westland Government subsidies for October and November, L81 10s and L80 10s 4d respectively; also the receipt of <box>156 1079 285 1287</box>
article-paragraph: Ann M'Avenny pleaded guilty to murdering her husband, and has been sentenced to death. Murray, aged 18, was convicted of murdering Ashton White. <box>724 65 853 98</box>
masthead-rule <box>14 24 1100 25</box>
article-paragraph: An outbreak has occurred at Madrid. Seven battalions of old Monarchical Volunteers occupied the bull ring adjoining the Cortes. The movement object was the overthrow of the Government, who disarmed the Monarchical volunteers and artillery with the aid of Republican volunteers, and decreed the dissolution of the permanent Cortes. The members refused to separate, but fled amongst the armed populace. Tranquility was subsequently restored. <box>724 234 853 317</box>
article-paragraph: The survey of the track from Ahaura to Amuri is going on rapidly under the direction of Mr Surveyor Hall. Mr Dobson, in his report, after the examination made by him of this route, spoke of the existence of deep and difficult gulches or ravines which would materially increase the cost of making the track. A correspondent writes to inform us that he can the course of the chief of these gulches cut in about a mile from the place where the present track crosses it. He says that by making a slight deviation with the road it would pass along a fine level terrace, skirting the head of the ravines mentioned. Mr Hall is aware of the existence of this terrace, and he will utilise it if it offers any advantage. <box>156 954 285 1078</box>
article-paragraph: Mr Reid moved an amendment "That the Council is of opinion that the appointment of those who at present occupy the Government benches and their retention of office is in direct opposition to the system of responsible Government. The Council hereby records its protest against any Government being appointed, or holding office under such circumstances. The debate was adjourned. The Government will be beaten. <box>582 267 711 341</box>
article-paragraph: France, April 29. The result of the supplementary elections has been the return of three Radicals, four Moderate Republicans, and one Legitimist. <box>724 835 853 868</box>
ad-title: THE GREY RIVER STEAM TUG COMPANY (LIMITED). <box>160 179 281 195</box>
article-paragraph: Dunedin, May 7. Mr Bathgate addressed a crowded meeting of the electors last night. The Mayor presided. <box>440 637 569 661</box>
article-paragraph: Twelve out of sixteen candidates have matriculated at the University. <box>582 342 711 359</box>
article-paragraph: The Russian columns in Central Asia are rapidly advancing towards Ashiwa. One column reached Bathaken, on the northern frontier of Bokhara, on the 8th April, and the Emir sent an envoy to salute the Russian General Kaufmann. <box>724 422 853 463</box>
article-paragraph: Mr Bathgate said the last session was a long struggle of the progress party to keep office, and the obstructionists to get in. He had been twitted that he supported the Fox-Vogel Government because it suited his purposes, but there was no truth in it. The Government had been traduced, their conduct fairly criticized. He deprecated this course of conduct. The other side could not sing. That was a gross calumny. Ten days before the division he wrote to Dunedin a letter published in the Times, that the Government would be beaten by three ; that he could not support the Stafford party, because its leading men had shown bitter hatred to Otago, and had opposed the Public Works policy. The Opposition, when in office, proposed no new scheme, and made no effort in connection with separation, no financial reform, nothing to relieve taxation, but merely scuttled about in their predecessors' uniforms. There was no entreaty on his part for office. The Government was charged with making political railways. Take their own Province, which the electors knew best, he would ask were the Tuapeka, Tokomairiro, Winton, Kingston, and Mataura lines political. Those districts returned men most opposed to Government, but the latter honestly believed for the good of the country, and determined to push on to the utmost. He predicted that, when the three large lines were in full working order they would return a clear revenue of L30,000 a year. He instanced the Port Chalmers line. The Provincial Government has been offered a clear rental of L13,500 a year, the lessees taking over all liabilities and keeping the rolling stock in repair, but the Government wisely refused. It is likely to yield L20,000. He showed the public debt of the Colony instead of being twice as much as Britain per head it was less. He cited authorities to show that the best proof of the prosperity of a country was its productiveness. The figures were—New Zealand, L17 ; Britain, L6 5s 2d ; France, L3 18s 5d. He reviewed Stafford, Reid, and Rolleston's speeches, and said he regarded them as geological specimens, illustrative of bygone days. They were men unsuited to the times, who ought to be pre- <box>440 663 569 1036</box>
cable-heading: NEW ZEALAND ITEMS PER CABLE. <box>724 953 853 975</box>
article-paragraph: A human finger recently severed was found in the stomach of a fish caught in the bay. <box>582 635 711 651</box>
article-paragraph: The aspect which the celestial sphere now presents to our gaze on a clear night is more than ordinarily interest, not merely by the splendour and brilliancy of the constellations which are visible as usual at this time of the year, but from the fact of the three superior planets, Jupiter, Mars, and Saturn, being all observable at the same time, though far apart from each other. If any of our readers are curious or anxious to know which is which, we will state that on Sunday evening next (the weather of course being favorable) they will see Mars a few degrees to the west of the moon. Under the same circumstances Jupiter will be visible as the brightest star to the westward, about 70deg. and Saturn at a distance still greater to the eastward. But, for precise information and monthly phenomena we may refer them to the astronomical notes in the almanac for the year. Our object is to call the attention of our readers more especially to the total eclipse of the moon, which will occur at a very favorable hour for observation on Monday night next (the weather, as we before said, being favorable). The first contact with the penumbra will take place at 7.58 p.m. <box>298 155 427 354</box>
article-paragraph: Rumored opposition to the Government on the meeting of Parliament, but it is unlikely to be anything serious, as this is the last session before dissolution. <box>582 739 711 772</box>
sailed-heading: SAILED. <box>67 99 90 106</box>
article-paragraph: For Canterbury, Otago, and Southland, every Monday and Thursday, at 8.30 a.m. <box>14 1099 143 1115</box>
article-paragraph: Madrid, April 26. The financial state of the country is deplorable. The treasury is empty. <box>724 568 853 584</box>
article-paragraph: The Warden visited the Orwell Creek rush on Saturday, with reference to the dispute going on about the parallels and the continuing of the boundary lines of the claims caused by the marking of the authorised base-line. An arrangement, the best that could be made under the circumstances, was come to. It is reported that the lead was struck in another claim on this lead on Monday. There has not been a regular washing-up yet from any claim, although two or three parties are making active preparations for starting. A good many comfortable huts are being erected, and other indications show that the claimholders are preparing themselves for a lengthened sojourn in the locality. <box>866 475 995 599</box>
article-paragraph: Bismarck and Gortschakoff have had an interview. <box>724 928 853 944</box>
paper-published: PUBLISHED DAILY. <box>193 498 248 505</box>
article-paragraph: For Westport, Nelson, and Auckland, per Charles Edward, to-morrow. <box>14 1063 143 1080</box>
rates-from-header: From Wellington. <box>15 1232 73 1248</box>
article-paragraph: The Newcastle bell-buoy has shifted across the harbor. <box>724 133 853 149</box>
attempt-heading: ATTEMPT TO MURDER MR MACKAY. <box>441 180 568 202</box>
column-3 <box>298 30 432 1435</box>
page-columns <box>14 30 1104 1435</box>
masthead: THE GREY RIVER ARGUS, MAY 8, 1873 <box>392 6 722 21</box>
article-paragraph: For Arnold, every Monday and Friday, at 10 a.m. <box>14 1116 143 1132</box>
article-paragraph: M. Thiers has expressed his firm resolution to establish the Republic, and maintain it in its integrity as universal suffrage. It is feared, however, that the effects of Barodets' election for Paris, on the wavering members of the Assembly, whose support is indispensable, may prevent the President carrying out his views. <box>724 869 853 927</box>
article-paragraph: The Bank of New South Wales dividend is 15 per cent. <box>582 971 711 987</box>
article-paragraph: mously resolved to support a movement to raise London rates. <box>724 30 853 46</box>
bathgate-heading: MR BATHGATE'S SPEECH. <box>443 624 566 635</box>
article-paragraph: Two members of the Suburban Catholic Church were publicly excommunicated last Sunday for marrying during Lent. <box>582 945 711 970</box>
article-paragraph: Melbourne, May 1. Telegrams have been received in all the Colonies from Earl Kimberley, stating that as the Colonies are not unanimous on the question of selecting a mail terminus, and as there is no time for consideration before the termination of the present contract, the Peninsula and Oriental Company offer to continue the service for two years at present rates, or for three years at an annual reduction of L12,000. The steamers to call at Glenelg in any case. Victoria will not accept the terms offered, but nothing will be done until the meeting of Parliament this month. Sydney at once accepted the terms offered for three years. <box>582 500 711 616</box>
article-paragraph: It is to be regretted that during the struggle with Ruru Mr Mackay received a slight wound on the temple. He is now under the protection of Rewi and other leading chiefs, and no further violence need be feared. <box>440 532 569 573</box>
ad-title: F. BADGER <box>186 33 255 42</box>
article-paragraph: Mr Wentworth's remains arrived from London. The public funeral takes place on the 6th inst. <box>582 927 711 944</box>
article-paragraph: A fresh inquiry into the loss of the Atlantic, has been ordered at Liverpool, at the request of the owners. <box>724 396 853 420</box>
ad-title: GREYMOUTH MASONIC HALL COMPANY (LIMITED). <box>159 381 282 397</box>
article-paragraph: Business in stocks restricted. Oriental Banking Corporations declared a dividend of 12 per cent. <box>724 533 853 549</box>
advertisement-steam-tug: THE GREY RIVER STEAM TUG COMPANY (LIMITED). An EXTRAORDINARY GENERAL MEETING of the Shareholders of the above Company will be held at the Union Hotel, Greymouth, on FRIDAY, the 9th day of MAY, 1873, at 3 o'clock p.m. Business: To elect an Auditor in the place of Mr Hindmarsh, resigned. G. W. MOSS, Manager. <box>156 177 285 275</box>
article-paragraph: The Judicial expenditure was enormous, and he determined to reduce it. Since he had been in office he had reduced it L3000, and determined to do so still further, whether in or out of office. <box>582 130 711 163</box>
